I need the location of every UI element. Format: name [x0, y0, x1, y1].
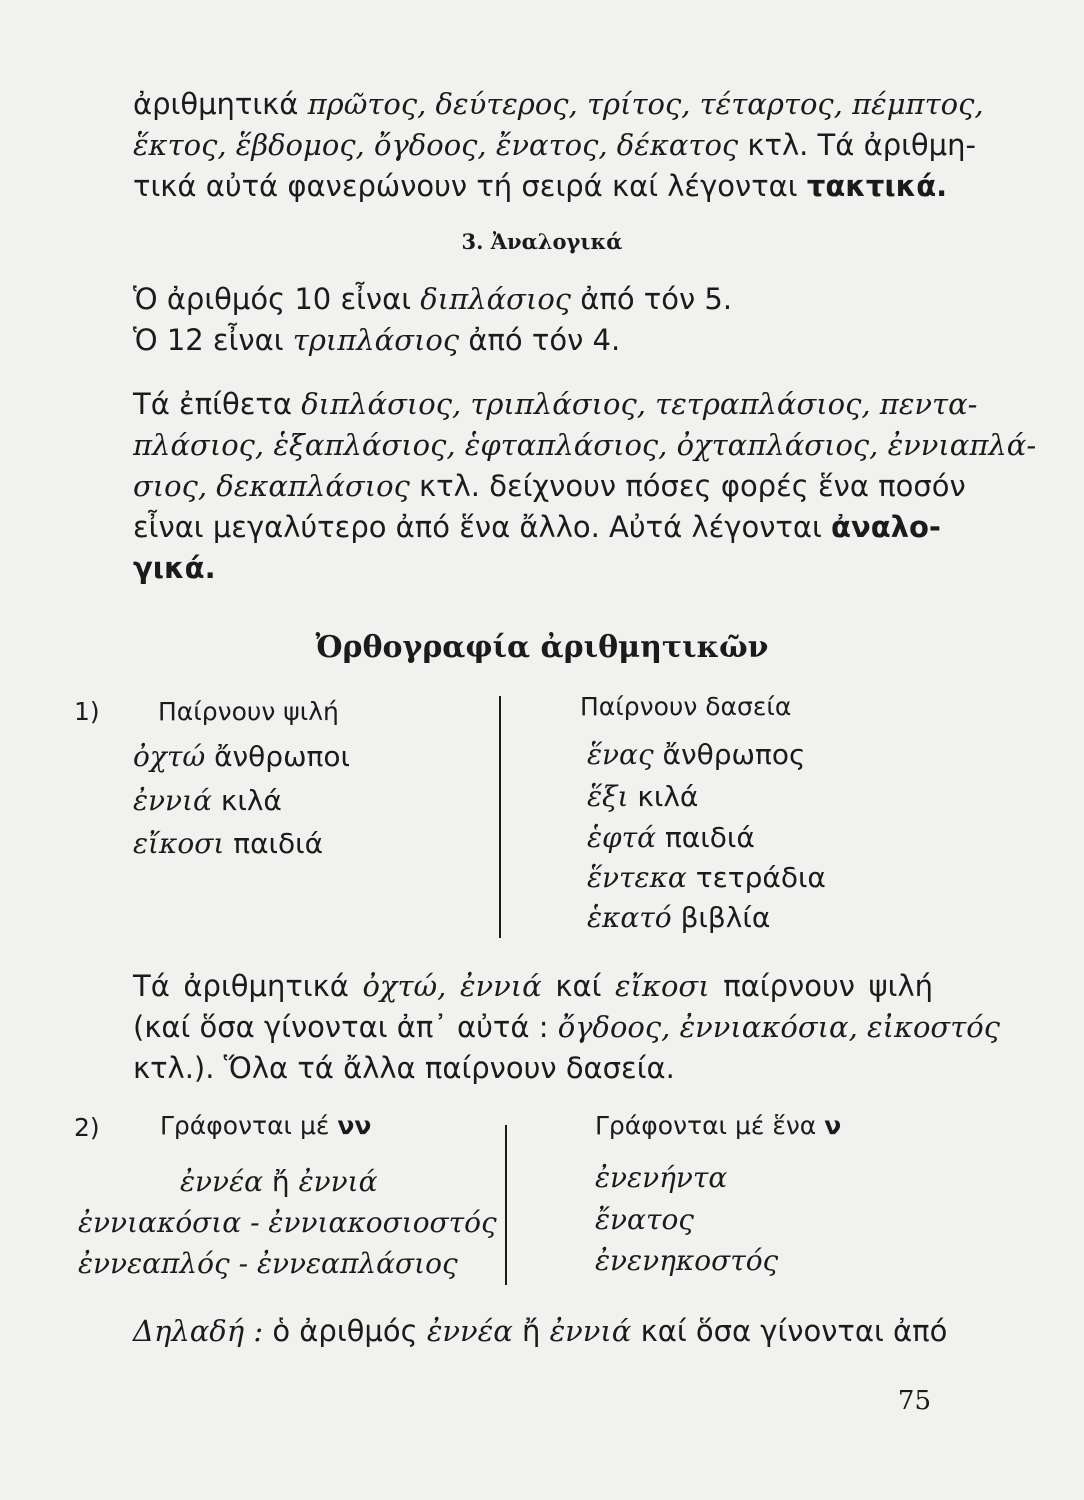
text-line: ἕκτος, ἕβδομος, ὄγδοος, ἔνατος, δέκατος κτλ. Τά ἀριθμη-	[133, 128, 976, 162]
text-line: σιος, δεκαπλάσιος κτλ. δείχνουν πόσες φορές ἕνα ποσόν	[133, 469, 966, 503]
page-number: 75	[897, 1386, 931, 1416]
list-number: 2)	[74, 1113, 100, 1142]
column-divider	[505, 1125, 507, 1285]
table-cell: ἑκατό βιβλία	[587, 901, 771, 934]
table-cell: ὀχτώ ἄνθρωποι	[133, 740, 350, 773]
column-header-right: Παίρνουν δασεία	[580, 692, 792, 721]
table-cell: ἕνας ἄνθρωπος	[587, 738, 806, 771]
psili-paragraph	[133, 966, 1000, 1089]
column-header-left: Παίρνουν ψιλή	[158, 697, 339, 726]
table-cell: ἕξι κιλά	[587, 780, 699, 813]
table-cell: ἐνενήντα	[595, 1161, 728, 1194]
table-cell: ἐννιά κιλά	[133, 784, 282, 817]
section-subtitle: 3. Ἀναλογικά	[461, 229, 623, 254]
text-line: τικά αὐτά φανερώνουν τή σειρά καί λέγονται τακτικά.	[133, 169, 948, 203]
table-cell: ἕντεκα τετράδια	[587, 861, 826, 894]
table-cell: ἑφτά παιδιά	[587, 821, 755, 854]
column-header-right: Γράφονται μέ ἕνα ν	[595, 1111, 842, 1140]
table-cell: ἔνατος	[595, 1203, 694, 1236]
column-divider	[499, 696, 501, 938]
ordinal-paragraph	[133, 84, 984, 209]
example-lines	[133, 279, 933, 361]
text-line: γικά.	[133, 551, 216, 585]
text-line: εἶναι μεγαλύτερο ἀπό ἕνα ἄλλο. Αὐτά λέγονται ἀναλο-	[133, 510, 941, 544]
list-number: 1)	[74, 697, 100, 726]
final-paragraph	[133, 1311, 948, 1352]
text-line: Δηλαδή : ὁ ἀριθμός ἐννέα ἤ ἐννιά καί ὅσα γίνονται ἀπό	[133, 1314, 948, 1348]
text-line: Τά ἀριθμητικά ὀχτώ, ἐννιά καί εἴκοσι παίρνουν ψιλή	[133, 969, 934, 1003]
table-cell: εἴκοσι παιδιά	[133, 827, 324, 860]
text-line: ἀριθμητικά πρῶτος, δεύτερος, τρίτος, τέταρτος, πέμπτος,	[133, 87, 984, 121]
text-line: Τά ἐπίθετα διπλάσιος, τριπλάσιος, τετραπλάσιος, πεντα-	[133, 387, 978, 421]
table-cell: ἐννεαπλός - ἐννεαπλάσιος	[78, 1247, 458, 1280]
table-cell: ἐννέα ἤ ἐννιά	[180, 1165, 378, 1198]
text-line: κτλ.). Ὅλα τά ἄλλα παίρνουν δασεία.	[133, 1051, 675, 1085]
text-line: Ὁ 12 εἶναι τριπλάσιος ἀπό τόν 4.	[133, 323, 621, 357]
column-header-left: Γράφονται μέ νν	[160, 1111, 372, 1140]
text-line: (καί ὅσα γίνονται ἀπ᾿ αὐτά : ὄγδοος, ἐννιακόσια, εἰκοστός	[133, 1010, 1000, 1044]
proportional-paragraph	[133, 384, 1037, 589]
text-line: Ὁ ἀριθμός 10 εἶναι διπλάσιος ἀπό τόν 5.	[133, 282, 733, 316]
table-cell: ἐννιακόσια - ἐννιακοσιοστός	[78, 1206, 497, 1239]
section-heading: Ὀρθογραφία ἀριθμητικῶν	[315, 630, 769, 665]
table-cell: ἐνενηκοστός	[595, 1244, 779, 1277]
text-line: πλάσιος, ἑξαπλάσιος, ἑφταπλάσιος, ὀχταπλάσιος, ἐννιαπλά-	[133, 428, 1037, 462]
